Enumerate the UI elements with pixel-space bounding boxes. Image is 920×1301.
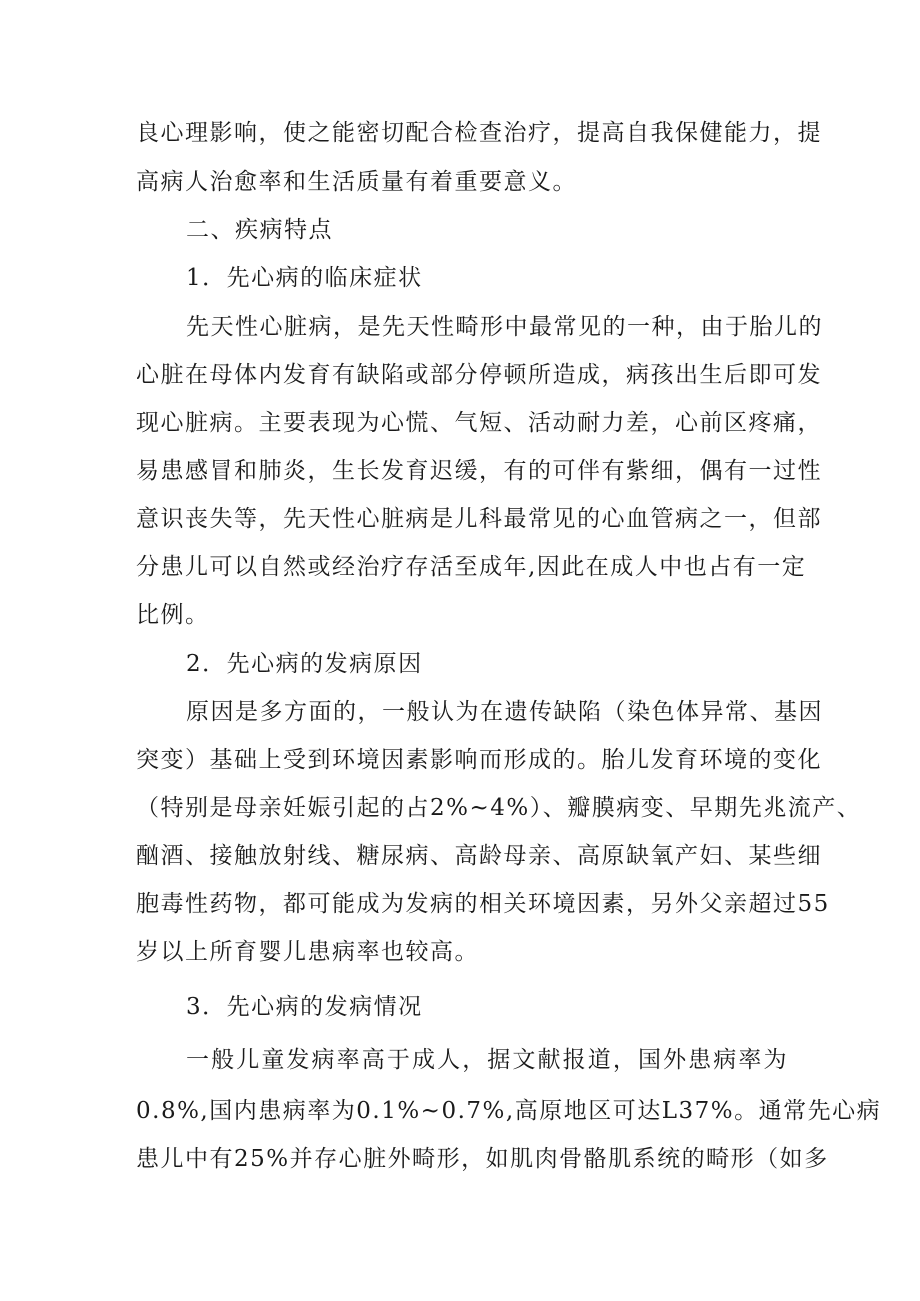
paragraph-line: 酗酒、接触放射线、糖尿病、高龄母亲、高原缺氧产妇、某些细 (136, 843, 822, 869)
paragraph-line: 一般儿童发病率高于成人，据文献报道，国外患病率为 (186, 1047, 788, 1073)
subsection-heading: 2．先心病的发病原因 (186, 651, 423, 677)
subsection-heading: 1．先心病的临床症状 (186, 265, 423, 291)
paragraph-line: 良心理影响，使之能密切配合检查治疗，提高自我保健能力，提 (136, 120, 822, 146)
paragraph-line: 高病人治愈率和生活质量有着重要意义。 (136, 169, 577, 195)
section-heading: 二、疾病特点 (186, 217, 333, 243)
paragraph-line: 原因是多方面的，一般认为在遗传缺陷（染色体异常、基因 (186, 699, 823, 725)
paragraph-line: 易患感冒和肺炎，生长发育迟缓，有的可伴有紫细，偶有一过性 (136, 458, 822, 484)
subsection-heading: 3．先心病的发病情况 (186, 994, 423, 1020)
paragraph-line: 意识丧失等，先天性心脏病是儿科最常见的心血管病之一，但部 (136, 506, 822, 532)
paragraph-line: 比例。 (136, 602, 210, 628)
paragraph-line: 分患儿可以自然或经治疗存活至成年,因此在成人中也占有一定 (136, 554, 807, 580)
paragraph-line: 先天性心脏病，是先天性畸形中最常见的一种，由于胎儿的 (186, 314, 823, 340)
paragraph-line: 心脏在母体内发育有缺陷或部分停顿所造成，病孩出生后即可发 (136, 362, 822, 388)
paragraph-line: 患儿中有25%并存心脏外畸形，如肌肉骨骼肌系统的畸形（如多 (136, 1146, 829, 1172)
paragraph-line: 突变）基础上受到环境因素影响而形成的。胎儿发育环境的变化 (136, 747, 822, 773)
paragraph-line: （特别是母亲妊娠引起的占2%~4%）、瓣膜病变、早期先兆流产、 (136, 795, 862, 821)
paragraph-line: 胞毒性药物，都可能成为发病的相关环境因素，另外父亲超过55 (136, 891, 830, 917)
paragraph-line: 现心脏病。主要表现为心慌、气短、活动耐力差，心前区疼痛， (136, 410, 822, 436)
paragraph-line: 0.8%,国内患病率为0.1%~0.7%,高原地区可达L37%。通常先心病 (136, 1098, 882, 1124)
paragraph-line: 岁以上所育婴儿患病率也较高。 (136, 939, 479, 965)
